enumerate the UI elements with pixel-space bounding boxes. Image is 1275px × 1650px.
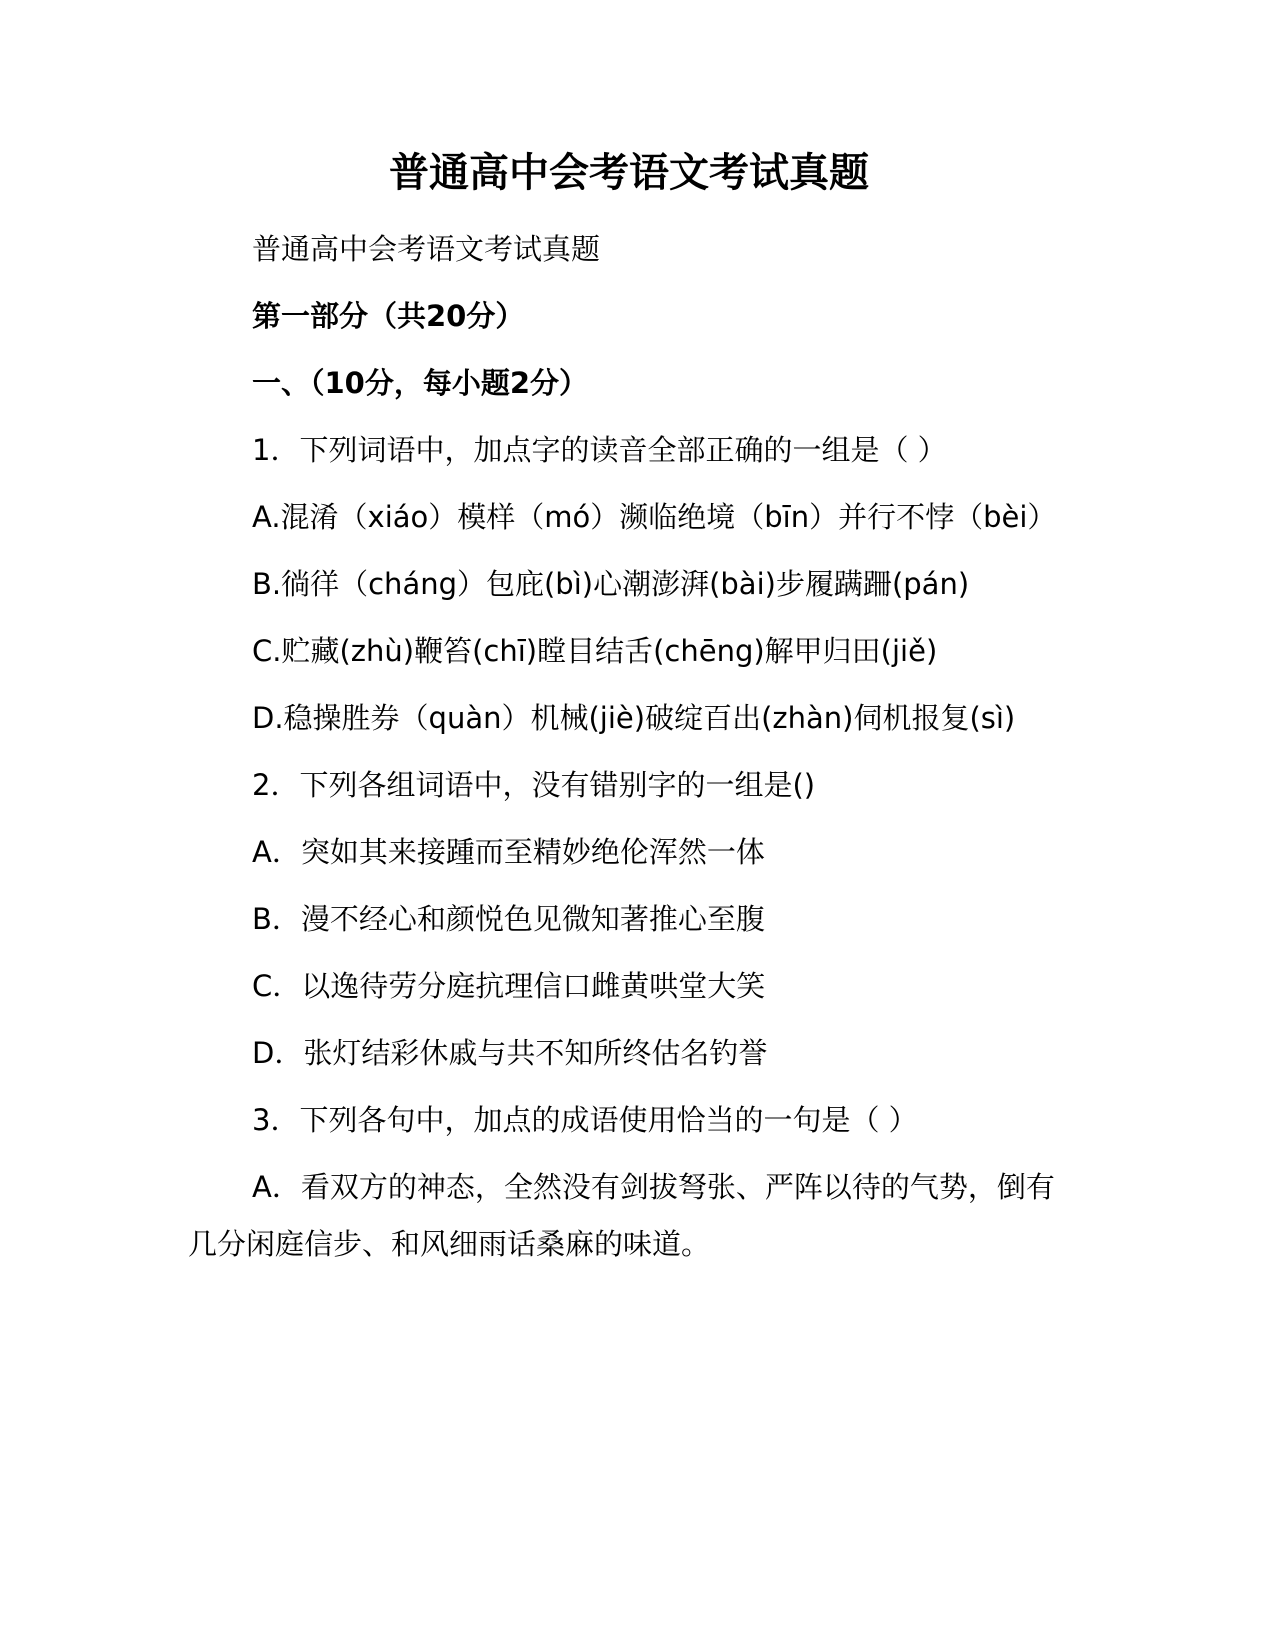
question-2-option-c: C．以逸待劳分庭抗理信口雌黄哄堂大笑 bbox=[252, 969, 766, 1003]
question-1-option-a: A.混淆（xiáo）模样（mó）濒临绝境（bīn）并行不悖（bèi） bbox=[252, 500, 1057, 534]
question-2-option-a: A．突如其来接踵而至精妙绝伦浑然一体 bbox=[252, 835, 765, 869]
question-2-option-b: B．漫不经心和颜悦色见微知著推心至腹 bbox=[252, 902, 765, 936]
question-2: 2．下列各组词语中，没有错别字的一组是() bbox=[252, 768, 816, 802]
question-3-option-a: A．看双方的神态，全然没有剑拔弩张、严阵以待的气势，倒有几分闲庭信步、和风细雨话桑麻的味道。 bbox=[188, 1170, 1055, 1261]
question-1: 1．下列词语中，加点字的读音全部正确的一组是（ ） bbox=[252, 433, 947, 467]
section-heading: 第一部分（共20分） bbox=[252, 299, 525, 333]
question-1-option-d: D.稳操胜券（quàn）机械(jiè)破绽百出(zhàn)伺机报复(sì) bbox=[252, 701, 1016, 735]
question-1-option-b: B.徜徉（cháng）包庇(bì)心潮澎湃(bài)步履蹒跚(pán) bbox=[252, 567, 970, 601]
document-title: 普通高中会考语文考试真题 bbox=[389, 150, 869, 196]
question-2-option-d: D．张灯结彩休戚与共不知所终估名钓誉 bbox=[252, 1036, 768, 1070]
subtitle-paragraph: 普通高中会考语文考试真题 bbox=[252, 232, 601, 266]
question-3: 3．下列各句中，加点的成语使用恰当的一句是（ ） bbox=[252, 1103, 918, 1137]
part-heading: 一、（10分，每小题2分） bbox=[252, 366, 589, 400]
question-1-option-c: C.贮藏(zhù)鞭笞(chī)瞠目结舌(chēng)解甲归田(jiě) bbox=[252, 634, 938, 668]
